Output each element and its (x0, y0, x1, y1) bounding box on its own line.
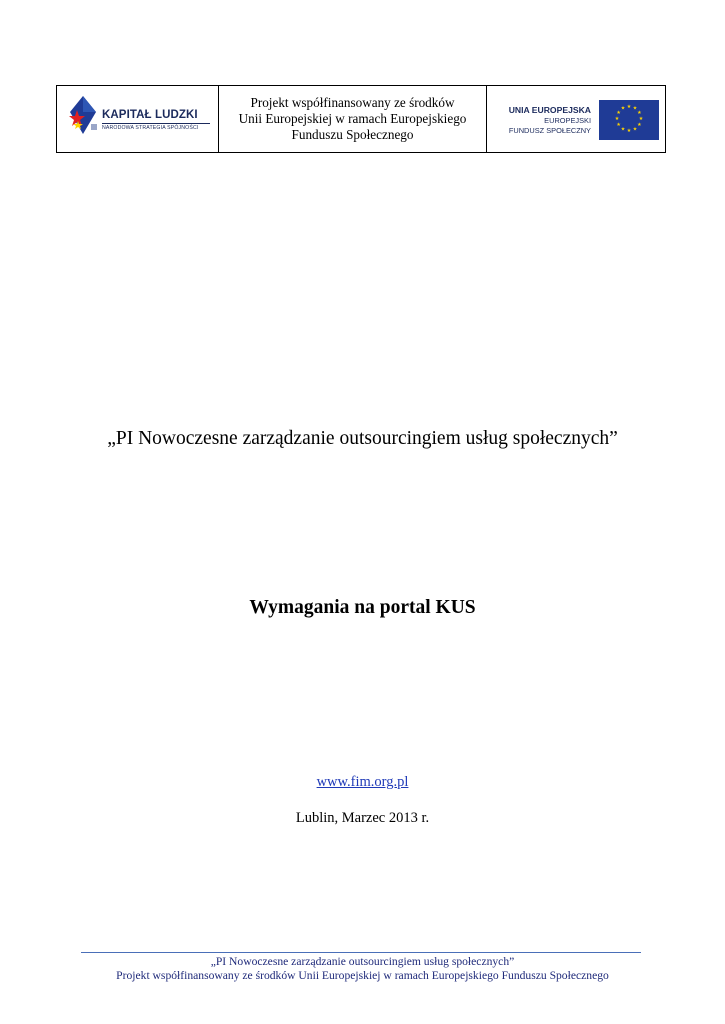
header-logo-table (56, 85, 666, 153)
svg-text:★: ★ (626, 104, 632, 110)
svg-text:★: ★ (632, 105, 638, 112)
cofinance-line: Unii Europejskiej w ramach Europejskiego (238, 111, 467, 126)
svg-text:★: ★ (638, 116, 644, 122)
svg-text:★: ★ (614, 116, 620, 122)
website-link[interactable]: www.fim.org.pl (316, 774, 409, 790)
website-line (0, 774, 725, 791)
document-title: Wymagania na portal KUS (249, 597, 476, 618)
eu-logo-line3: FUNDUSZ SPOŁECZNY (508, 126, 591, 135)
eu-logo-line2: EUROPEJSKI (544, 116, 591, 125)
cofinance-statement (219, 86, 487, 152)
svg-text:★: ★ (637, 122, 642, 128)
svg-text:★: ★ (620, 105, 626, 112)
footer-line-project: „PI Nowoczesne zarządzanie outsourcingiem usług społecznych” (210, 955, 515, 968)
svg-text:★: ★ (616, 122, 621, 128)
svg-text:★: ★ (620, 126, 626, 133)
footer-line-cofinance: Projekt współfinansowany ze środków Unii Europejskiej w ramach Europejskiego Funduszu Społecznego (116, 969, 609, 982)
kapital-ludzki-logo-icon (65, 94, 101, 138)
svg-text:★: ★ (626, 128, 632, 134)
page-footer (0, 955, 725, 983)
logo-divider (102, 123, 210, 124)
kapital-ludzki-logo-cell (57, 86, 219, 152)
eu-logo-text (509, 105, 591, 136)
cofinance-line: Funduszu Społecznego (291, 127, 414, 142)
svg-text:★: ★ (616, 110, 621, 116)
eu-flag-icon (599, 100, 659, 140)
eu-logo-cell (487, 86, 665, 152)
kapital-ludzki-title: KAPITAŁ LUDZKI (102, 109, 198, 121)
svg-text:★: ★ (632, 126, 638, 133)
cofinance-line: Projekt współfinansowany ze środków (250, 95, 455, 110)
place-and-date: Lublin, Marzec 2013 r. (295, 810, 430, 826)
svg-text:★: ★ (637, 110, 642, 116)
project-title: „PI Nowoczesne zarządzanie outsourcingiem usług społecznych” (107, 428, 618, 449)
kapital-ludzki-subtitle: NARODOWA STRATEGIA SPÓJNOŚCI (102, 125, 199, 131)
footer-divider (81, 952, 641, 953)
eu-logo-line1: UNIA EUROPEJSKA (508, 105, 591, 115)
